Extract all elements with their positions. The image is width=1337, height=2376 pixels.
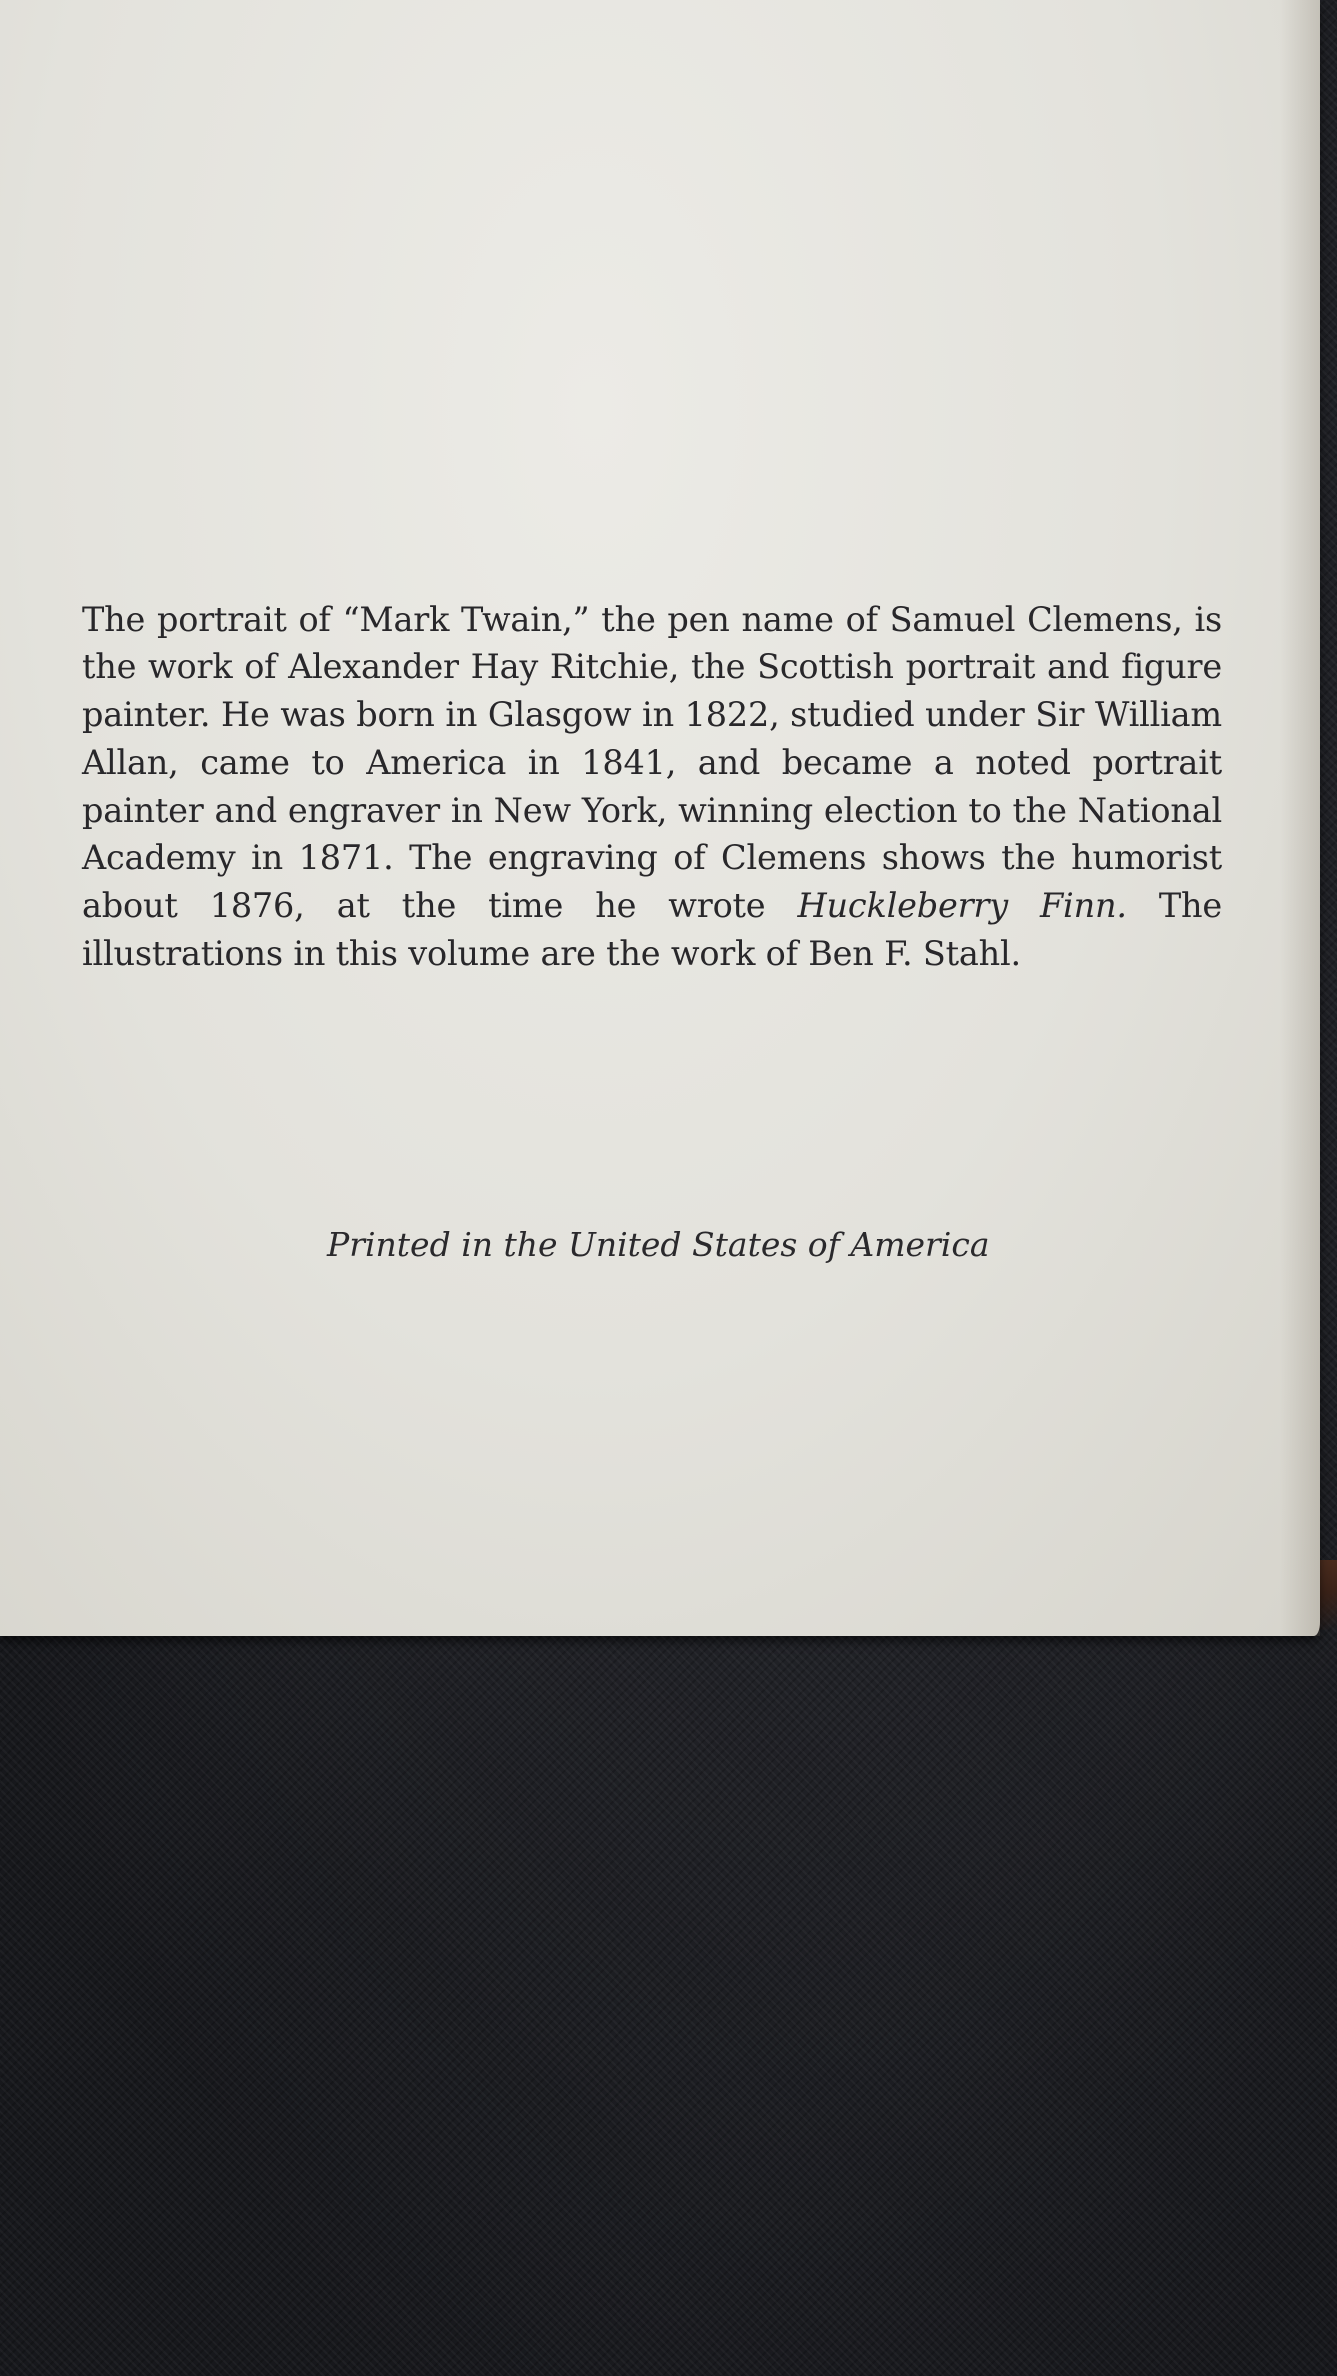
caption-book-title: Huckleberry Finn. (797, 886, 1127, 926)
caption-text-end: The illustrations in this volume are the work of Ben F. Stahl. (82, 886, 1223, 974)
page-shadow (1280, 0, 1320, 1636)
caption-text: The portrait of “Mark Twain,” the pen name of Samuel Clemens, is the work of Alexander Hay Ritchie, the Scottish portrait and figure painter. He was born in Glasgow in 1822, studied under Sir William Allan, came to America in 1841, and became a noted portrait painter and engraver in New York, winning election to the National Academy in 1871. The engraving of Clemens shows the humorist about 1876, at the time he wrote (82, 599, 1222, 926)
portrait-caption (82, 596, 1222, 978)
imprint-text: Printed in the United States of America (327, 1225, 990, 1264)
